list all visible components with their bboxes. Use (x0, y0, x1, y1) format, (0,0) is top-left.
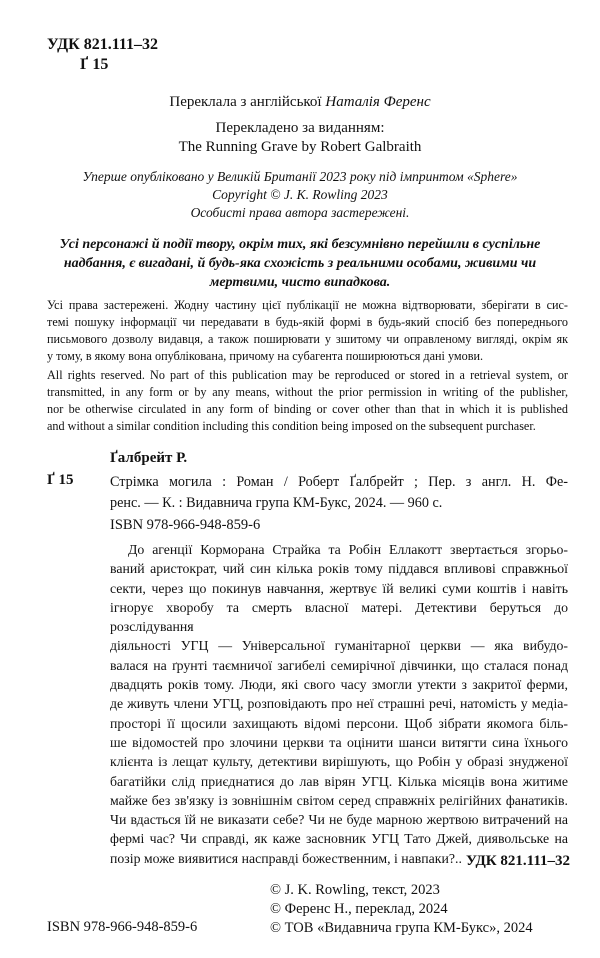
translated-from: Перекладено за виданням: (215, 120, 385, 136)
translator-credit (0, 94, 600, 111)
annotation-line: ігнорує хворобу та смерть власної матері. Детективи беруться до розслідування (110, 599, 568, 635)
rights-ua-line: у тому, в якому вона опублікована, причому на субагента поширюються дані умови. (47, 349, 484, 363)
annotation-line: До агенції Корморана Страйка та Робін Еллакотт звертається згорьо- (128, 542, 568, 557)
catalog-author: Ґалбрейт Р. (110, 450, 188, 466)
annotation-line: Чи вдасться їй не виказати себе? Чи не буде марною жертвою витрачений на (110, 812, 568, 828)
rights-ua-line: Усі права застережені. Жодну частину цієї публікації не можна відтворювати, зберігати в сис- (47, 298, 568, 312)
copyright-line: Copyright © J. K. Rowling 2023 (212, 187, 388, 202)
rights-en-line: transmitted, in any form or by any means, without the prior permission in writing of the publisher, (47, 385, 568, 399)
annotation-line: діяльності УГЦ — Універсальної гуманітарної церкви — яка вибудо- (110, 638, 568, 654)
disclaimer-line: мертвими, чисто випадкова. (209, 275, 391, 290)
footer-copyright-line: © Ференс Н., переклад, 2024 (270, 901, 448, 917)
footer-isbn: ISBN 978-966-948-859-6 (47, 919, 198, 935)
original-title: The Running Grave by Robert Galbraith (178, 139, 422, 155)
rights-reserved: Особисті права автора застережені. (190, 205, 410, 220)
udk-header: УДК 821.111–32 (47, 36, 158, 53)
annotation-line: фермі час? Чи справді, як каже засновник УГЦ Тато Джей, диявольське на (110, 831, 568, 847)
annotation-line: позір може виявитися насправді божественним, і навпаки?.. (110, 850, 462, 866)
annotation-line: секти, через що покинув навчання, жертвує їй великі суми коштів і навіть (110, 580, 568, 596)
footer-copyright-line: © ТОВ «Видавнича група КМ-Букс», 2024 (270, 920, 533, 936)
annotation-line: майже без зв'язку із зовнішнім світом серед справжніх релігійних фанатиків. (110, 792, 568, 808)
annotation-line: ваний аристократ, чий син кілька років тому піддався впливові справжньої (110, 561, 568, 577)
annotation-line: клієнта із лещат культу, детективи вирішують, що Робін у образі знудженої (110, 754, 568, 770)
rights-en-line: and without a similar condition including this condition being imposed on the subsequent purchaser. (47, 419, 536, 433)
book-annotation (110, 540, 568, 868)
catalog-description-line: ренс. — К. : Видавнича група КМ-Букс, 2024. — 960 с. (110, 495, 443, 511)
catalog-bbk: Ґ 15 (47, 472, 74, 488)
footer-udk: УДК 821.111–32 (465, 853, 570, 869)
annotation-line: ше відомостей про злочини церкви та оцінити шанси витягти сина їхнього (110, 734, 568, 750)
annotation-line: багатійки слід приєднатися до лав вірян УГЦ. Кілька місяців вона житиме (110, 773, 568, 789)
rights-ua-line: темі пошуку інформації чи передавати в будь-якій формі в будь-який спосіб без попереднього (47, 315, 568, 329)
annotation-line: двадцять років тому. Люди, які свого часу змогли утекти з закритої ферми, (110, 677, 568, 693)
annotation-line: валася на ґрунті таємничої загибелі семирічної дівчинки, що сталася понад (110, 657, 568, 673)
rights-notice-en (47, 367, 568, 435)
translator-name: Наталія Ференс (325, 94, 431, 110)
footer-copyrights (270, 881, 533, 938)
first-published: Уперше опубліковано у Великій Британії 2023 року під імпринтом «Sphere» (82, 169, 518, 184)
catalog-isbn: ISBN 978-966-948-859-6 (110, 517, 261, 533)
fiction-disclaimer (40, 235, 560, 292)
annotation-line: де живуть члени УГЦ, розповідають про неї страшні речі, натомість у медіа- (110, 696, 568, 712)
disclaimer-line: надбання, є вигадані, й будь-яка схожість з реальними особами, живими чи (63, 256, 537, 271)
rights-notice-ua (47, 297, 568, 365)
footer-copyright-line: © J. K. Rowling, текст, 2023 (270, 882, 440, 898)
translator-prefix: Переклала з англійської (169, 94, 326, 110)
catalog-description-line: Стрімка могила : Роман / Роберт Ґалбрейт ; Пер. з англ. Н. Фе- (110, 474, 568, 490)
bbk-header: Ґ 15 (80, 56, 109, 73)
rights-en-line: nor be otherwise circulated in any form of binding or cover other than that in which it is published (47, 402, 568, 416)
annotation-line: просторі її щосили захищають відомі персони. Щоб зібрати якомога біль- (110, 715, 568, 731)
rights-ua-line: письмового дозволу видавця, а також поширювати у зшитому чи оправленому вигляді, окрім як (47, 332, 568, 346)
disclaimer-line: Усі персонажі й події твору, окрім тих, які безсумнівно перейшли в суспільне (59, 237, 541, 252)
catalog-description (110, 472, 568, 514)
rights-en-line: All rights reserved. No part of this publication may be reproduced or stored in a retrieval system, or (47, 368, 568, 382)
